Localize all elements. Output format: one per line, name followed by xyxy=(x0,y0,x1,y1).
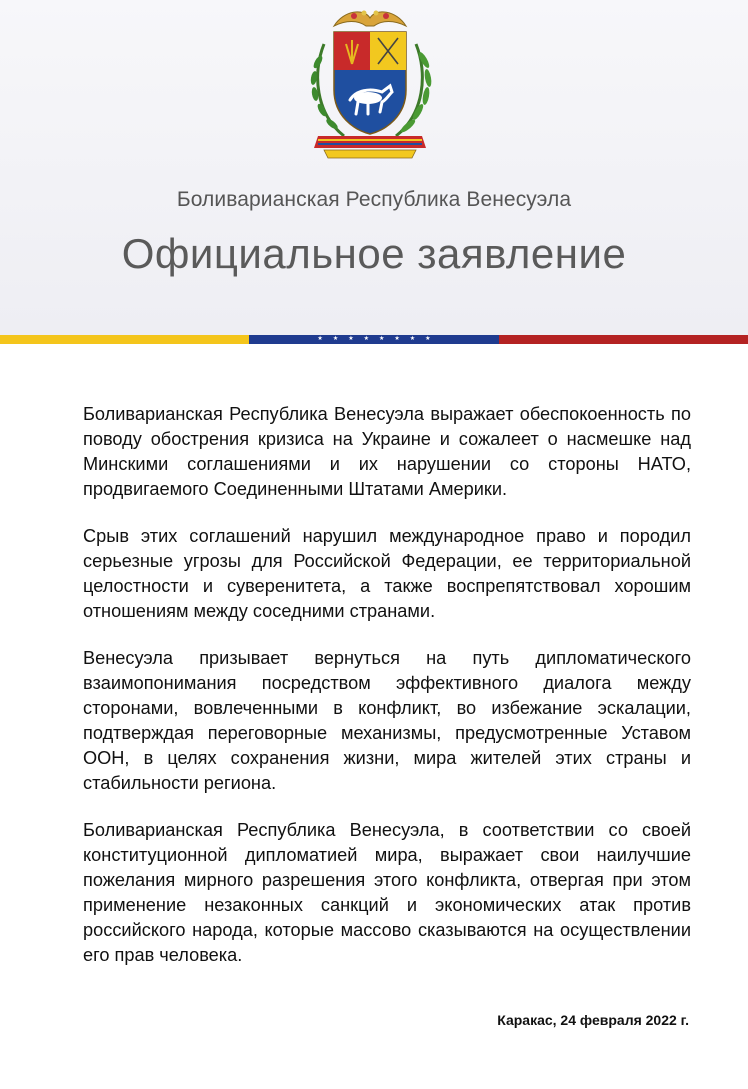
coat-of-arms-emblem xyxy=(294,4,446,162)
document-title: Официальное заявление xyxy=(121,230,627,277)
paragraph-3: Венесуэла призывает вернуться на путь дипломатического взаимопонимания посредством эффективного диалога между сторонами, вовлеченными в конфликт, во избежание эскалации, подтверждая переговорные механизмы, предусмотренные Уставом ООН, в целях сохранения жизни, мира жителей этих страны и стабильности региона. xyxy=(83,648,691,793)
place-and-date: Каракас, 24 февраля 2022 г. xyxy=(497,1012,689,1028)
stars-icon: ★ ★ ★ ★ ★ ★ ★ ★ xyxy=(317,336,431,342)
country-name: Боливарианская Республика Венесуэла xyxy=(176,188,572,211)
letterhead-header xyxy=(0,0,748,335)
paragraph-2: Срыв этих соглашений нарушил международное право и породил серьезные угрозы для Российской Федерации, ее территориальной целостности и суверенитета, а также воспрепятствовал хорошим отношениям между соседними странами. xyxy=(83,526,691,621)
paragraph-4: Боливарианская Республика Венесуэла, в соответствии со своей конституционной дипломатией мира, выражает свои наилучшие пожелания мирного разрешения этого конфликта, отвергая при этом применение незаконных санкций и экономических атак против российского народа, которые массово сказываются на осуществлении его прав человека. xyxy=(83,820,691,965)
flag-blue-band xyxy=(249,335,498,344)
paragraph-1: Боливарианская Республика Венесуэла выражает обеспокоенность по поводу обострения кризиса на Украине и сожалеет о насмешке над Минскими соглашениями и их нарушении со стороны НАТО, продвигаемого Соединенными Штатами Америки. xyxy=(83,404,691,499)
flag-stripe xyxy=(0,335,748,344)
statement-body xyxy=(83,402,691,990)
flag-red-band xyxy=(499,335,748,344)
flag-yellow-band xyxy=(0,335,249,344)
